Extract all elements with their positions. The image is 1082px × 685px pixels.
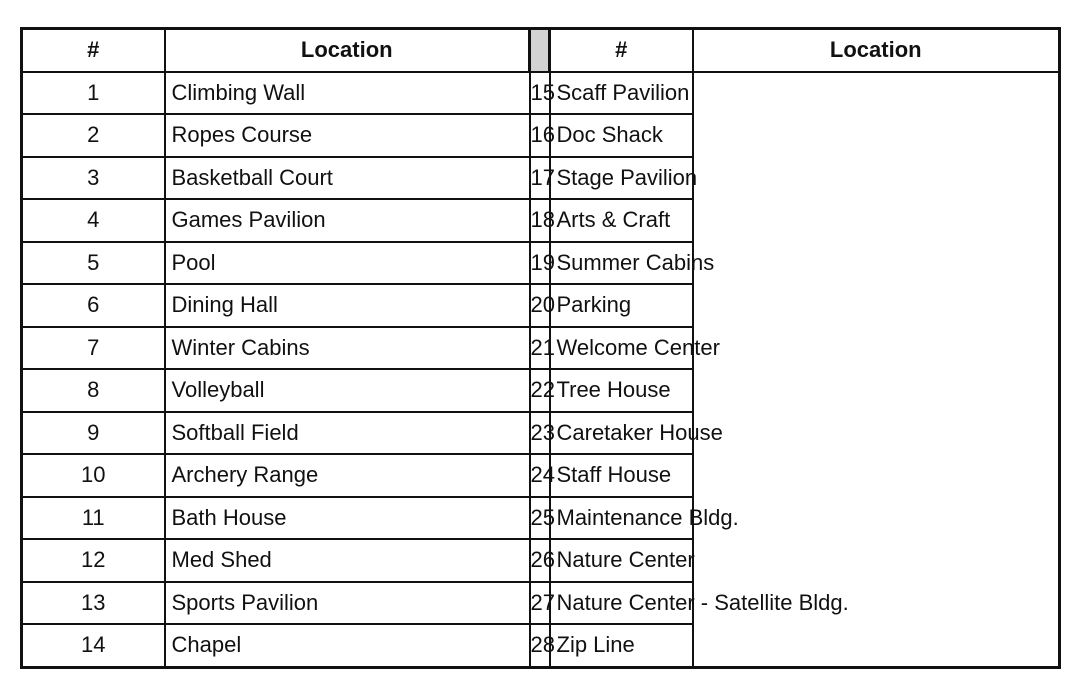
location-name: Nature Center - Satellite Bldg.: [550, 582, 693, 625]
location-number: 25: [530, 497, 550, 540]
location-number: 9: [22, 412, 165, 455]
table-row: [22, 539, 1060, 582]
location-name: Basketball Court: [165, 157, 530, 200]
location-number: 10: [22, 454, 165, 497]
location-name: Ropes Course: [165, 114, 530, 157]
location-name: Pool: [165, 242, 530, 285]
location-name: Arts & Craft: [550, 199, 693, 242]
location-number: 7: [22, 327, 165, 370]
table-row: [22, 72, 1060, 115]
location-number: 24: [530, 454, 550, 497]
location-name: Softball Field: [165, 412, 530, 455]
location-name: Stage Pavilion: [550, 157, 693, 200]
location-name: Zip Line: [550, 624, 693, 667]
location-number: 6: [22, 284, 165, 327]
table-row: [22, 114, 1060, 157]
location-name: Sports Pavilion: [165, 582, 530, 625]
table-row: [22, 157, 1060, 200]
location-name: Nature Center: [550, 539, 693, 582]
table-row: [22, 284, 1060, 327]
location-name: Scaff Pavilion: [550, 72, 693, 115]
location-name: Staff House: [550, 454, 693, 497]
location-number: 28: [530, 624, 550, 667]
location-number: 11: [22, 497, 165, 540]
location-name: Dining Hall: [165, 284, 530, 327]
header-row: [22, 29, 1060, 72]
table-row: [22, 582, 1060, 625]
table-row: [22, 327, 1060, 370]
legend-body: [22, 72, 1060, 668]
location-name: Parking: [550, 284, 693, 327]
location-name: Maintenance Bldg.: [550, 497, 693, 540]
location-number: 27: [530, 582, 550, 625]
table-row: [22, 412, 1060, 455]
location-number: 13: [22, 582, 165, 625]
location-name: Bath House: [165, 497, 530, 540]
location-number: 4: [22, 199, 165, 242]
location-number: 2: [22, 114, 165, 157]
location-name: Archery Range: [165, 454, 530, 497]
header-number-right: #: [550, 29, 693, 72]
location-name: Tree House: [550, 369, 693, 412]
location-number: 23: [530, 412, 550, 455]
location-name: Games Pavilion: [165, 199, 530, 242]
location-number: 17: [530, 157, 550, 200]
location-number: 1: [22, 72, 165, 115]
location-number: 20: [530, 284, 550, 327]
location-name: Welcome Center: [550, 327, 693, 370]
table-row: [22, 242, 1060, 285]
table-row: [22, 199, 1060, 242]
header-number-left: #: [22, 29, 165, 72]
location-name: Summer Cabins: [550, 242, 693, 285]
column-divider: [530, 29, 550, 72]
header-location-right: Location: [693, 29, 1060, 72]
location-number: 22: [530, 369, 550, 412]
location-name: Med Shed: [165, 539, 530, 582]
table-row: [22, 624, 1060, 667]
location-name: Winter Cabins: [165, 327, 530, 370]
location-name: Climbing Wall: [165, 72, 530, 115]
header-location-left: Location: [165, 29, 530, 72]
location-name: Chapel: [165, 624, 530, 667]
location-number: 14: [22, 624, 165, 667]
location-number: 18: [530, 199, 550, 242]
location-number: 3: [22, 157, 165, 200]
location-number: 16: [530, 114, 550, 157]
location-name: Volleyball: [165, 369, 530, 412]
location-number: 5: [22, 242, 165, 285]
location-number: 21: [530, 327, 550, 370]
location-number: 19: [530, 242, 550, 285]
table-row: [22, 454, 1060, 497]
location-legend-table: [20, 27, 1061, 669]
location-name: Doc Shack: [550, 114, 693, 157]
location-number: 12: [22, 539, 165, 582]
location-name: Caretaker House: [550, 412, 693, 455]
location-number: 15: [530, 72, 550, 115]
location-number: 26: [530, 539, 550, 582]
table-row: [22, 497, 1060, 540]
location-number: 8: [22, 369, 165, 412]
table-row: [22, 369, 1060, 412]
